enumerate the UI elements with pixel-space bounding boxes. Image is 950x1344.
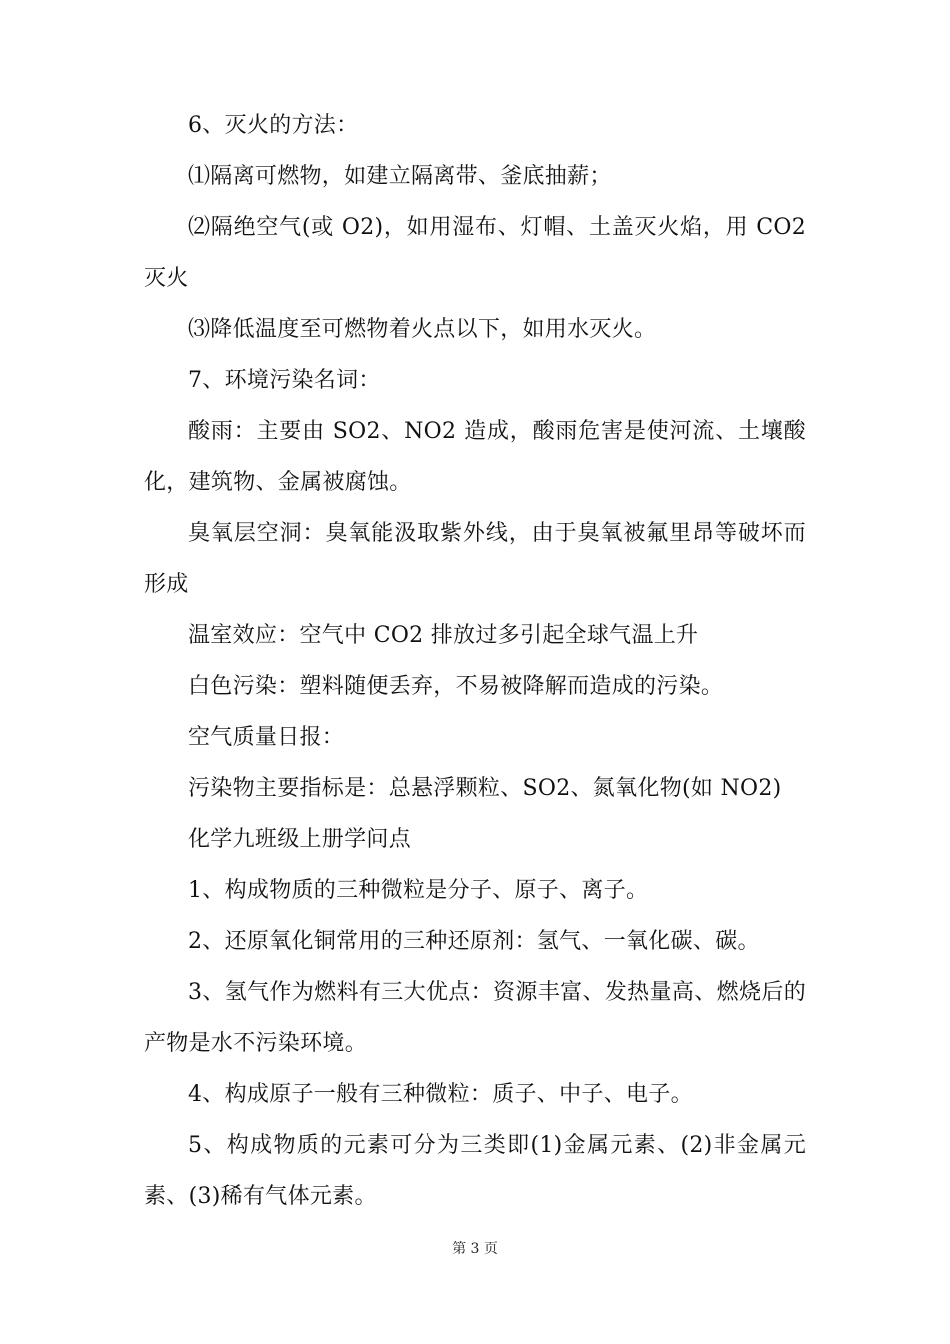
- paragraph: ⑴隔离可燃物，如建立隔离带、釜底抽薪；: [188, 164, 612, 189]
- paragraph: 温室效应：空气中 CO2 排放过多引起全球气温上升: [188, 623, 699, 648]
- paragraph: 5、构成物质的元素可分为三类即(1)金属元素、(2)非金属元素、(3)稀有气体元素。: [144, 1133, 806, 1209]
- paragraph: 白色污染：塑料随便丢弃，不易被降解而造成的污染。: [188, 674, 724, 699]
- page-number-footer: 第 3 页: [452, 1241, 498, 1257]
- paragraph: 臭氧层空洞：臭氧能汲取紫外线，由于臭氧被氟里昂等破坏而形成: [144, 521, 806, 597]
- section-heading: 化学九班级上册学问点: [188, 827, 412, 852]
- paragraph: ⑶降低温度至可燃物着火点以下，如用水灭火。: [188, 317, 657, 342]
- paragraph: 3、氢气作为燃料有三大优点：资源丰富、发热量高、燃烧后的产物是水不污染环境。: [144, 980, 806, 1056]
- paragraph: 1、构成物质的三种微粒是分子、原子、离子。: [188, 878, 649, 903]
- paragraph: 空气质量日报：: [188, 725, 345, 750]
- paragraph: 7、环境污染名词：: [188, 368, 381, 393]
- paragraph: 酸雨：主要由 SO2、NO2 造成，酸雨危害是使河流、土壤酸化，建筑物、金属被腐蚀。: [144, 419, 806, 495]
- paragraph: 4、构成原子一般有三种微粒：质子、中子、电子。: [188, 1082, 693, 1107]
- paragraph: 污染物主要指标是：总悬浮颗粒、SO2、氮氧化物(如 NO2): [188, 776, 782, 801]
- paragraph: 2、还原氧化铜常用的三种还原剂：氢气、一氧化碳、碳。: [188, 929, 760, 954]
- document-body: [144, 100, 806, 1222]
- paragraph: 6、灭火的方法：: [188, 113, 359, 138]
- paragraph: ⑵隔绝空气(或 O2)，如用湿布、灯帽、土盖灭火焰，用 CO2 灭火: [144, 215, 806, 291]
